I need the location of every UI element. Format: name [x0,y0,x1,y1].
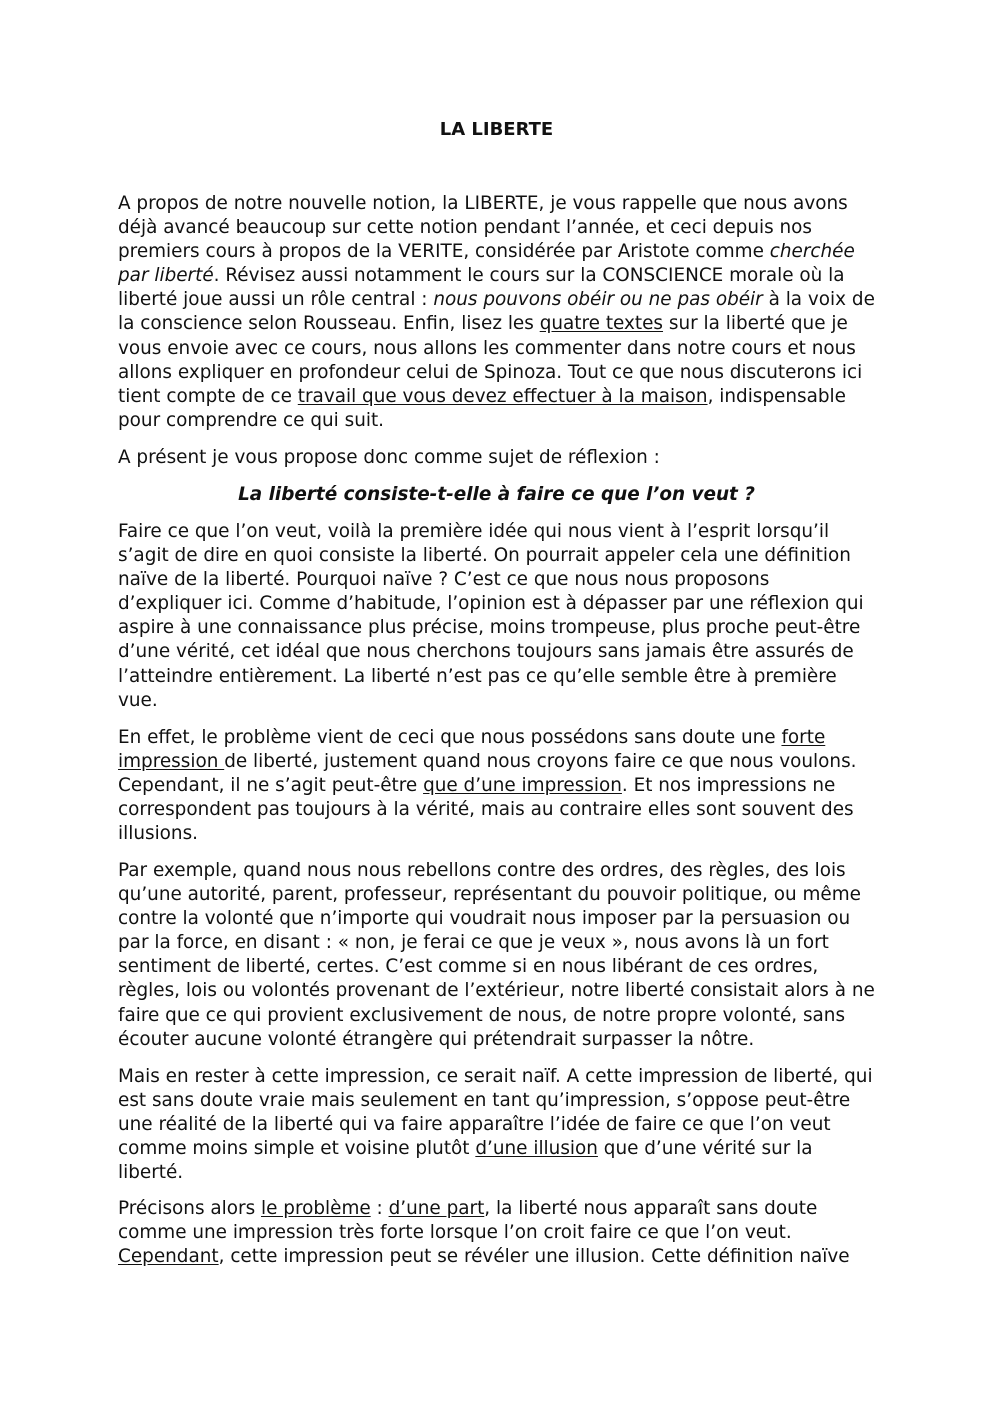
underlined-run: Cependant [118,1246,219,1268]
paragraph-example: Par exemple, quand nous nous rebellons contre des ordres, des règles, des lois qu’une autorité, parent, professeur, représentant du pouvoir politique, ou même contre la volonté que n’importe qui voudrait nous imposer par la persuasion ou par la force, en disant : « non, je ferai ce que je veux », nous avons là un fort sentiment de liberté, certes. C’est comme si en nous libérant de ces ordres, règles, lois ou volontés provenant de l’extérieur, notre liberté consistait alors à ne faire que ce qui provient exclusivement de nous, de notre propre volonté, sans écouter aucune volonté étrangère qui prétendrait surpasser la nôtre. [118,860,875,1050]
text-run: à la voix de la conscience selon Rousseau. Enfin, lisez les [118,289,875,335]
text-run: , cette impression peut se révéler une illusion. Cette définition naïve [218,1246,850,1268]
italic-run: nous pouvons obéir ou ne pas obéir [433,289,763,311]
underlined-run: d’une part [388,1198,485,1219]
essay-subject: La liberté consiste-t-elle à faire ce que l’on veut ? [238,484,755,505]
paragraph-problem [118,1197,878,1269]
paragraph-impression [118,726,878,846]
paragraph-naivety [118,1065,878,1185]
underlined-run: forte impression [118,727,826,773]
underlined-run: quatre textes [539,313,664,335]
text-run: : [370,1198,389,1219]
text-run: . Révisez aussi notamment le cours sur la CONSCIENCE morale où la liberté joue aussi un rôle central : [118,265,845,311]
text-run: de liberté, justement quand nous croyons faire ce que nous voulons. Cependant, il ne s’agit peut-être [118,751,857,797]
paragraph-proposal: A présent je vous propose donc comme sujet de réflexion : [118,447,660,468]
text-run: A propos de notre nouvelle notion, la LIBERTE, je vous rappelle que nous avons déjà avancé beaucoup sur cette notion pendant l’année, et ceci depuis nos premiers cours à propos de la VERITE, considérée par Aristote comme [118,193,848,263]
text-run: , indispensable pour comprendre ce qui suit. [118,385,846,431]
paragraph-naive-definition: Faire ce que l’on veut, voilà la première idée qui nous vient à l’esprit lorsqu’il s’agit de dire en quoi consiste la liberté. On pourrait appeler cela une définition naïve de la liberté. Pourquoi naïve ? C’est ce que nous nous proposons d’expliquer ici. Comme d’habitude, l’opinion est à dépasser par une réflexion qui aspire à une connaissance plus précise, moins trompeuse, plus proche peut-être d’une vérité, cet idéal que nous cherchons toujours sans jamais être assurés de l’atteindre entièrement. La liberté n’est pas ce qu’elle semble être à première vue. [118,521,864,711]
text-run: que d’une vérité sur la liberté. [118,1138,813,1184]
italic-run: cherchée par liberté [118,241,855,287]
underlined-run: que d’une impression [423,775,622,797]
text-run: sur la liberté que je vous envoie avec ce cours, nous allons les commenter dans notre cours et nous allons expliquer en profondeur celui de Spinoza. Tout ce que nous discuterons ici tient compte de ce [118,313,863,407]
underlined-run: travail que vous devez effectuer à la maison [297,385,708,407]
text-run: . Et nos impressions ne correspondent pas toujours à la vérité, mais au contraire elles sont souvent des illusions. [118,775,854,845]
text-run: Précisons alors [118,1198,261,1219]
text-run: En effet, le problème vient de ceci que nous possédons sans doute une [118,727,782,748]
text-run: , la liberté nous apparaît sans doute comme une impression très forte lorsque l’on croit faire ce que l’on veut. [118,1198,818,1244]
text-run: Mais en rester à cette impression, ce serait naïf. A cette impression de liberté, qui est sans doute vraie mais seulement en tant qu’impression, s’oppose peut-être une réalité de la liberté qui va faire apparaître l’idée de faire ce que l’on veut comme moins simple et voisine plutôt [118,1066,873,1160]
underlined-run: le problème [261,1198,371,1219]
document-title: LA LIBERTE [439,119,554,140]
underlined-run: d’une illusion [475,1138,598,1160]
paragraph-intro [118,192,878,433]
